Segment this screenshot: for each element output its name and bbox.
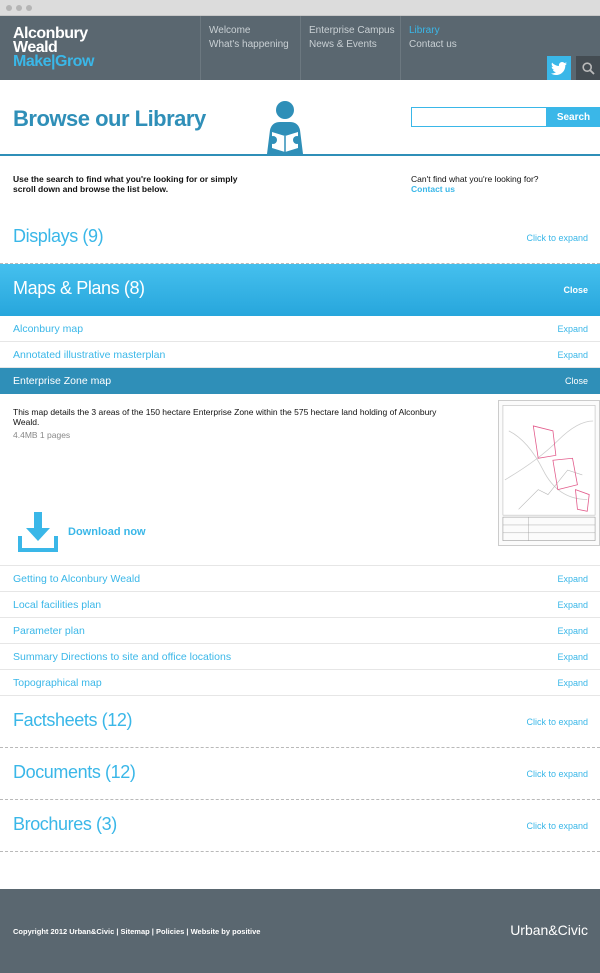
category-displays[interactable]	[0, 212, 600, 264]
category-maps-plans[interactable]	[0, 264, 600, 316]
expand-link[interactable]: Expand	[557, 350, 588, 360]
close-link[interactable]: Close	[563, 285, 588, 295]
expand-link[interactable]: Expand	[557, 600, 588, 610]
window-dot	[16, 5, 22, 11]
list-item[interactable]	[0, 644, 600, 670]
reader-icon	[254, 100, 316, 154]
expand-link[interactable]: Expand	[557, 626, 588, 636]
nav-whats-happening[interactable]: What's happening	[209, 39, 289, 50]
item-label: Topographical map	[13, 677, 102, 689]
window-dot	[6, 5, 12, 11]
item-label: Summary Directions to site and office locations	[13, 651, 232, 663]
category-title: Brochures (3)	[13, 814, 117, 834]
expand-link[interactable]: Expand	[557, 574, 588, 584]
twitter-button[interactable]	[547, 56, 571, 80]
category-title: Factsheets (12)	[13, 710, 133, 730]
expand-link[interactable]: Click to expand	[526, 769, 588, 779]
item-label: Annotated illustrative masterplan	[13, 349, 166, 361]
close-link[interactable]: Close	[564, 376, 588, 386]
logo-line: Weald	[13, 39, 58, 56]
search-icon	[582, 62, 595, 75]
cant-find-text: Can't find what you're looking for?	[411, 174, 539, 184]
nav-welcome[interactable]: Welcome	[209, 25, 251, 36]
logo-line: Alconbury	[13, 25, 88, 42]
item-description: This map details the 3 areas of the 150 hectare Enterprise Zone within the 575 hectare land holding of Alconbury Weald.	[13, 407, 437, 427]
item-label: Enterprise Zone map	[13, 375, 112, 387]
list-item[interactable]	[0, 592, 600, 618]
library-search-button[interactable]: Search	[547, 107, 600, 127]
nav-news-events[interactable]: News & Events	[309, 39, 377, 50]
logo-tagline: Make|Grow	[13, 53, 94, 70]
item-detail	[0, 394, 600, 566]
contact-link[interactable]: Contact us	[411, 184, 455, 194]
item-label: Getting to Alconbury Weald	[13, 573, 141, 585]
category-title: Maps & Plans (8)	[13, 278, 145, 298]
item-label: Parameter plan	[13, 625, 85, 637]
footer-links[interactable]: Copyright 2012 Urban&Civic | Sitemap | Policies | Website by positive	[13, 927, 261, 936]
contact-prompt	[411, 174, 539, 194]
list-item[interactable]	[0, 342, 600, 368]
nav-column	[300, 16, 400, 80]
window-dot	[26, 5, 32, 11]
expand-link[interactable]: Expand	[557, 652, 588, 662]
footer-brand-logo[interactable]: Urban&Civic	[510, 922, 588, 938]
header-search-button[interactable]	[576, 56, 600, 80]
expand-link[interactable]: Click to expand	[526, 821, 588, 831]
expand-link[interactable]: Expand	[557, 324, 588, 334]
nav-enterprise-campus[interactable]: Enterprise Campus	[309, 25, 395, 36]
library-hero	[0, 80, 600, 156]
page-title: Browse our Library	[13, 106, 206, 131]
item-label: Local facilities plan	[13, 599, 102, 611]
category-factsheets[interactable]	[0, 696, 600, 748]
intro-text: Use the search to find what you're looking for or simply scroll down and browse the list below.	[13, 174, 238, 194]
list-item-open[interactable]	[0, 368, 600, 394]
nav-library[interactable]: Library	[409, 25, 440, 36]
category-title: Displays (9)	[13, 226, 104, 246]
site-header	[0, 16, 600, 80]
site-footer	[0, 889, 600, 973]
expand-link[interactable]: Click to expand	[526, 233, 588, 243]
nav-column	[200, 16, 300, 80]
map-thumbnail[interactable]	[498, 400, 600, 546]
download-icon[interactable]	[18, 512, 58, 552]
twitter-icon	[551, 62, 567, 75]
site-logo[interactable]	[13, 27, 94, 69]
library-search-input[interactable]	[411, 107, 547, 127]
category-title: Documents (12)	[13, 762, 136, 782]
category-brochures[interactable]	[0, 800, 600, 852]
list-item[interactable]	[0, 316, 600, 342]
list-item[interactable]	[0, 670, 600, 696]
list-item[interactable]	[0, 618, 600, 644]
download-link[interactable]: Download now	[68, 526, 146, 538]
nav-contact-us[interactable]: Contact us	[409, 39, 457, 50]
item-label: Alconbury map	[13, 323, 84, 335]
file-meta: 4.4MB 1 pages	[13, 430, 71, 440]
expand-link[interactable]: Expand	[557, 678, 588, 688]
list-item[interactable]	[0, 566, 600, 592]
intro-section	[0, 156, 600, 212]
category-documents[interactable]	[0, 748, 600, 800]
expand-link[interactable]: Click to expand	[526, 717, 588, 727]
browser-chrome	[0, 0, 600, 16]
